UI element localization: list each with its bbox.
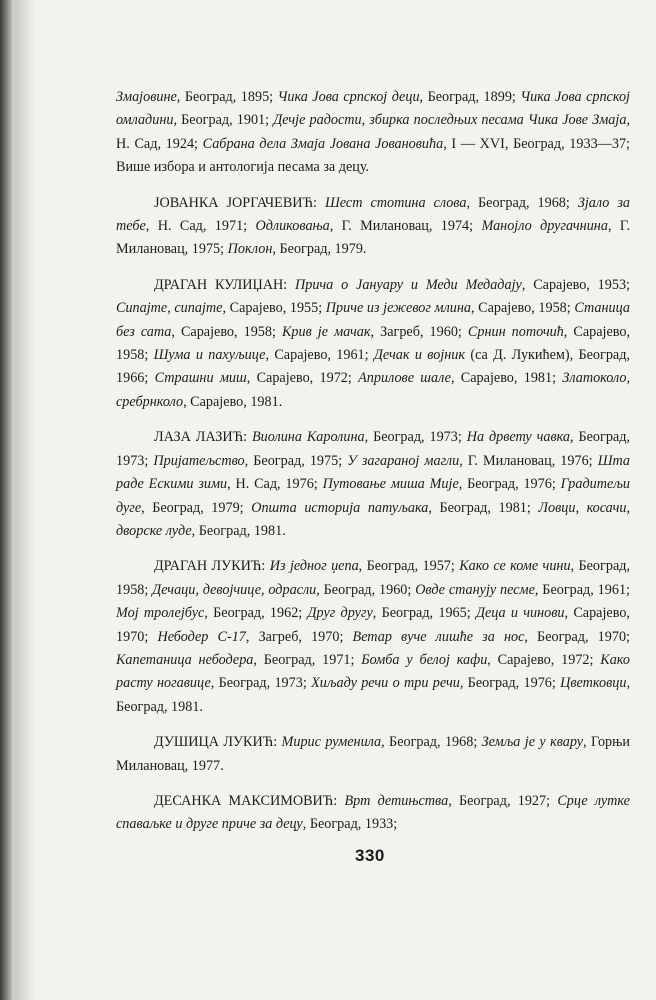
- citation-text: , Београд, 1976;: [459, 675, 561, 692]
- citation-text: , Сарајево, 1953;: [521, 276, 630, 293]
- citation-text: , Сарајево, 1961;: [265, 347, 374, 364]
- entry-jovanka-jorgacevic: [116, 192, 630, 262]
- bibliography-text: [116, 86, 630, 849]
- citation-text: ЈОВАНКА ЈОРГАЧЕВИЋ:: [154, 194, 325, 211]
- citation-text: , Београд, 1981;: [428, 499, 539, 516]
- citation-text: , Сарајево, 1972;: [487, 651, 601, 668]
- book-title: Капетаница небодера: [116, 651, 254, 668]
- book-title: Страшни миш: [154, 370, 247, 387]
- citation-text: , Београд, 1960;: [316, 581, 416, 598]
- citation-text: (са Д. Лукићем), Београд, 1966;: [116, 347, 630, 387]
- book-title: Крив је мачак: [281, 323, 371, 340]
- book-title: Прича о Јануару и Меди Медадају: [294, 276, 522, 293]
- citation-text: , Београд, 1971;: [253, 651, 362, 668]
- book-title: Одликовања: [255, 218, 330, 235]
- entry-desanka-maksimovic: [116, 790, 630, 837]
- book-title: Ветар вуче лишће за нос: [352, 628, 525, 645]
- citation-text: , Сарајево, 1981.: [183, 393, 283, 410]
- citation-text: , Београд, 1961;: [534, 581, 630, 598]
- citation-text: , Београд, 1970;: [524, 628, 630, 645]
- book-title: Небодер С-17: [157, 628, 246, 645]
- citation-text: , Н. Сад, 1924;: [116, 112, 630, 152]
- book-title: Врт детињства: [344, 792, 449, 809]
- citation-text: , Београд, 1979;: [141, 499, 252, 516]
- book-title: Срнин поточић: [467, 323, 564, 340]
- book-title: Земља је у квару: [481, 734, 584, 751]
- citation-text: , Сарајево, 1972;: [246, 370, 359, 387]
- book-title: Градитељи дуге: [116, 476, 630, 516]
- entry-laza-lazic: [116, 426, 630, 543]
- citation-text: , Београд, 1958;: [116, 558, 631, 598]
- citation-text: , Београд, 1976;: [458, 476, 561, 493]
- book-title: Ловци, косачи, дворске луде: [116, 499, 630, 539]
- citation-text: , Београд, 1973;: [364, 429, 467, 446]
- book-title: У загараној магли: [347, 452, 460, 469]
- book-title: Виолина Каролина: [252, 429, 365, 446]
- book-gutter: [0, 0, 14, 1000]
- citation-text: , Сарајево, 1958;: [116, 323, 630, 364]
- book-title: Дечје радости, збирка последњих песама Чика Јове Змаја: [273, 112, 627, 129]
- citation-text: , Г. Милановац, 1974;: [329, 218, 482, 235]
- book-title: Зјало за тебе: [116, 194, 630, 235]
- book-title: Мирис руменила: [281, 734, 382, 751]
- entry-dragan-kulidzan: [116, 274, 630, 414]
- citation-text: , Београд, 1901;: [173, 112, 274, 129]
- citation-text: , Загреб, 1970;: [245, 628, 353, 645]
- book-title: Приче из јежевог млина: [325, 300, 471, 317]
- citation-text: , Београд, 1968;: [381, 734, 482, 751]
- citation-text: , Београд, 1981.: [116, 675, 630, 715]
- book-title: Срце лутке спаваљке и друге приче за децу: [116, 792, 630, 833]
- citation-text: , Београд, 1933;: [302, 816, 398, 833]
- book-title: Хиљаду речи о три речи: [311, 675, 460, 692]
- citation-text: , Г. Милановац, 1976;: [459, 452, 598, 469]
- book-title: Путовање миша Мије: [322, 476, 459, 493]
- citation-text: ДРАГАН ЛУКИЋ:: [154, 558, 270, 575]
- entry-zmaj: [116, 86, 630, 180]
- page-number: 330: [355, 846, 385, 865]
- citation-text: , Горњи Милановац, 1977.: [116, 734, 630, 774]
- book-title: Мој тролејбус: [116, 605, 205, 622]
- citation-text: , Сарајево, 1955;: [222, 300, 326, 317]
- citation-text: , Београд, 1968;: [466, 194, 578, 211]
- book-title: На дрвету чавка: [466, 429, 571, 446]
- book-title: Шта раде Ескими зими: [116, 452, 630, 493]
- book-title: Општа историја патуљака: [251, 499, 429, 516]
- book-title: Како се коме чини: [459, 558, 571, 575]
- citation-text: , Београд, 1962;: [204, 605, 308, 622]
- book-title: Пријатељство: [153, 452, 245, 469]
- citation-text: , Г. Милановац, 1975;: [116, 218, 631, 258]
- citation-text: , Загреб, 1960;: [370, 323, 468, 340]
- book-title: Змајовине: [116, 89, 177, 105]
- book-title: Из једног џепа: [269, 558, 359, 575]
- citation-text: , Сарајево, 1981;: [450, 370, 563, 387]
- citation-text: , Београд, 1979.: [272, 241, 367, 258]
- book-title: Манојло другачнина: [481, 218, 608, 235]
- book-title: Поклон: [227, 241, 273, 258]
- citation-text: , Београд, 1973;: [210, 675, 312, 692]
- citation-text: , I — XVI, Београд, 1933—37; Више избора и антологија песама за децу.: [116, 135, 630, 176]
- citation-text: , Београд, 1899;: [419, 89, 521, 105]
- citation-text: ДЕСАНКА МАКСИМОВИЋ:: [154, 792, 345, 809]
- book-title: Шума и пахуљице: [153, 347, 266, 364]
- book-title: Станица без сата: [116, 300, 630, 340]
- citation-text: , Сарајево, 1970;: [116, 605, 630, 645]
- book-title: Шест стотина слова: [325, 194, 467, 211]
- book-title: Овде станују песме: [415, 581, 535, 598]
- book-title: Сабрана дела Змаја Јована Јовановића: [202, 135, 444, 152]
- book-title: Дечаци, девојчице, одрасли: [152, 581, 317, 598]
- citation-text: , Београд, 1981.: [191, 522, 286, 539]
- book-title: Чика Јова српској деци: [277, 89, 420, 105]
- citation-text: , Н. Сад, 1976;: [227, 476, 323, 493]
- book-title: Деца и чинови: [475, 605, 565, 622]
- gutter-shadow: [14, 0, 36, 1000]
- citation-text: , Београд, 1895;: [176, 89, 278, 105]
- entry-dusica-lukic: [116, 731, 630, 778]
- book-title: Чика Јова српској омладини: [116, 89, 630, 129]
- book-title: Цветковци: [560, 675, 627, 692]
- book-title: Априлове шале: [358, 370, 451, 387]
- citation-text: , Београд, 1927;: [448, 792, 558, 809]
- citation-text: , Београд, 1973;: [116, 429, 630, 469]
- entry-dragan-lukic: [116, 555, 630, 719]
- citation-text: , Сарајево, 1958;: [471, 300, 575, 317]
- citation-text: , Београд, 1965;: [372, 605, 476, 622]
- book-title: Друг другу: [307, 605, 373, 622]
- citation-text: , Сарајево, 1958;: [171, 323, 282, 340]
- book-title: Како расту ногавице: [116, 651, 631, 692]
- citation-text: , Београд, 1975;: [244, 452, 348, 469]
- citation-text: ЛАЗА ЛАЗИЋ:: [154, 429, 253, 446]
- citation-text: ДУШИЦА ЛУКИЋ:: [154, 734, 282, 751]
- book-title: Златоколо, сребрнколо: [116, 370, 631, 410]
- book-title: Бомба у белој кафи: [361, 651, 488, 668]
- citation-text: ДРАГАН КУЛИЏАН:: [154, 276, 295, 293]
- citation-text: , Београд, 1957;: [358, 558, 460, 575]
- book-title: Сипајте, сипајте: [116, 300, 223, 317]
- book-title: Дечак и војник: [373, 347, 466, 364]
- citation-text: , Н. Сад, 1971;: [145, 218, 256, 235]
